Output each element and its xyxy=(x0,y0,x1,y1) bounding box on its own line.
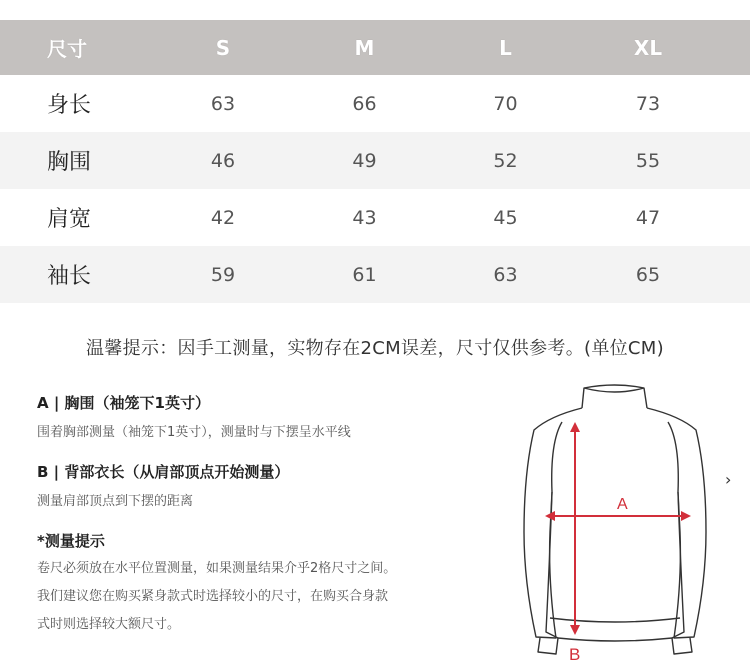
table-cell: 70 xyxy=(493,92,518,115)
arrow-head xyxy=(570,625,580,635)
table-header xyxy=(0,20,750,75)
table-cell: 63 xyxy=(210,92,236,115)
table-cell: 52 xyxy=(493,149,518,172)
jacket-outline xyxy=(524,385,706,654)
header-cell: S xyxy=(215,35,231,60)
table-row xyxy=(0,75,750,132)
jacket-diagram xyxy=(520,382,710,667)
table-cell: 47 xyxy=(635,206,661,229)
note-text: 测量肩部顶点到下摆的距离 xyxy=(37,494,194,509)
arrow-head xyxy=(681,511,691,521)
table-cell: 65 xyxy=(635,263,661,286)
table-cell: 66 xyxy=(352,92,377,115)
measurement-notes xyxy=(37,392,497,653)
header-cell: L xyxy=(499,35,512,60)
size-table xyxy=(0,20,750,303)
note-chest xyxy=(37,392,497,447)
note-title: A | 胸围（袖笼下1英寸） xyxy=(37,394,210,412)
arrow-head xyxy=(570,422,580,432)
note-tips xyxy=(37,530,497,639)
row-label: 身长 xyxy=(47,93,92,118)
row-label: 肩宽 xyxy=(47,207,92,232)
table-cell: 59 xyxy=(210,263,236,286)
table-row xyxy=(0,132,750,189)
table-cell: 63 xyxy=(493,263,518,286)
tip-text: 温馨提示：因手工测量，实物存在2CM误差，尺寸仅供参考。(单位CM) xyxy=(86,338,664,359)
table-row xyxy=(0,189,750,246)
table-cell: 61 xyxy=(352,263,377,286)
table-cell: 42 xyxy=(210,206,236,229)
note-title: B | 背部衣长（从肩部顶点开始测量） xyxy=(37,463,290,481)
table-cell: 46 xyxy=(210,149,236,172)
header-cell: 尺寸 xyxy=(47,37,87,61)
table-cell: 49 xyxy=(352,149,377,172)
row-label: 胸围 xyxy=(47,150,92,175)
note-length xyxy=(37,461,497,516)
note-text: 卷尺必须放在水平位置测量，如果测量结果介乎2格尺寸之间。 xyxy=(37,561,397,576)
note-title: *测量提示 xyxy=(37,532,105,550)
table-cell: 55 xyxy=(635,149,661,172)
table-cell: 73 xyxy=(635,92,661,115)
header-cell: M xyxy=(354,35,375,60)
table-row xyxy=(0,246,750,303)
note-text: 我们建议您在购买紧身款式时选择较小的尺寸，在购买合身款 xyxy=(37,589,389,604)
row-label: 袖长 xyxy=(47,264,92,289)
measure-lines xyxy=(545,422,691,635)
table-cell: 45 xyxy=(493,206,518,229)
label-b: B xyxy=(569,645,581,664)
header-cell: XL xyxy=(633,35,663,60)
note-text: 式时则选择较大额尺寸。 xyxy=(37,617,181,632)
table-cell: 43 xyxy=(352,206,377,229)
label-a: A xyxy=(617,496,628,513)
chevron-right-icon[interactable]: › xyxy=(725,470,732,489)
note-text: 围着胸部测量（袖笼下1英寸），测量时与下摆呈水平线 xyxy=(37,425,351,440)
